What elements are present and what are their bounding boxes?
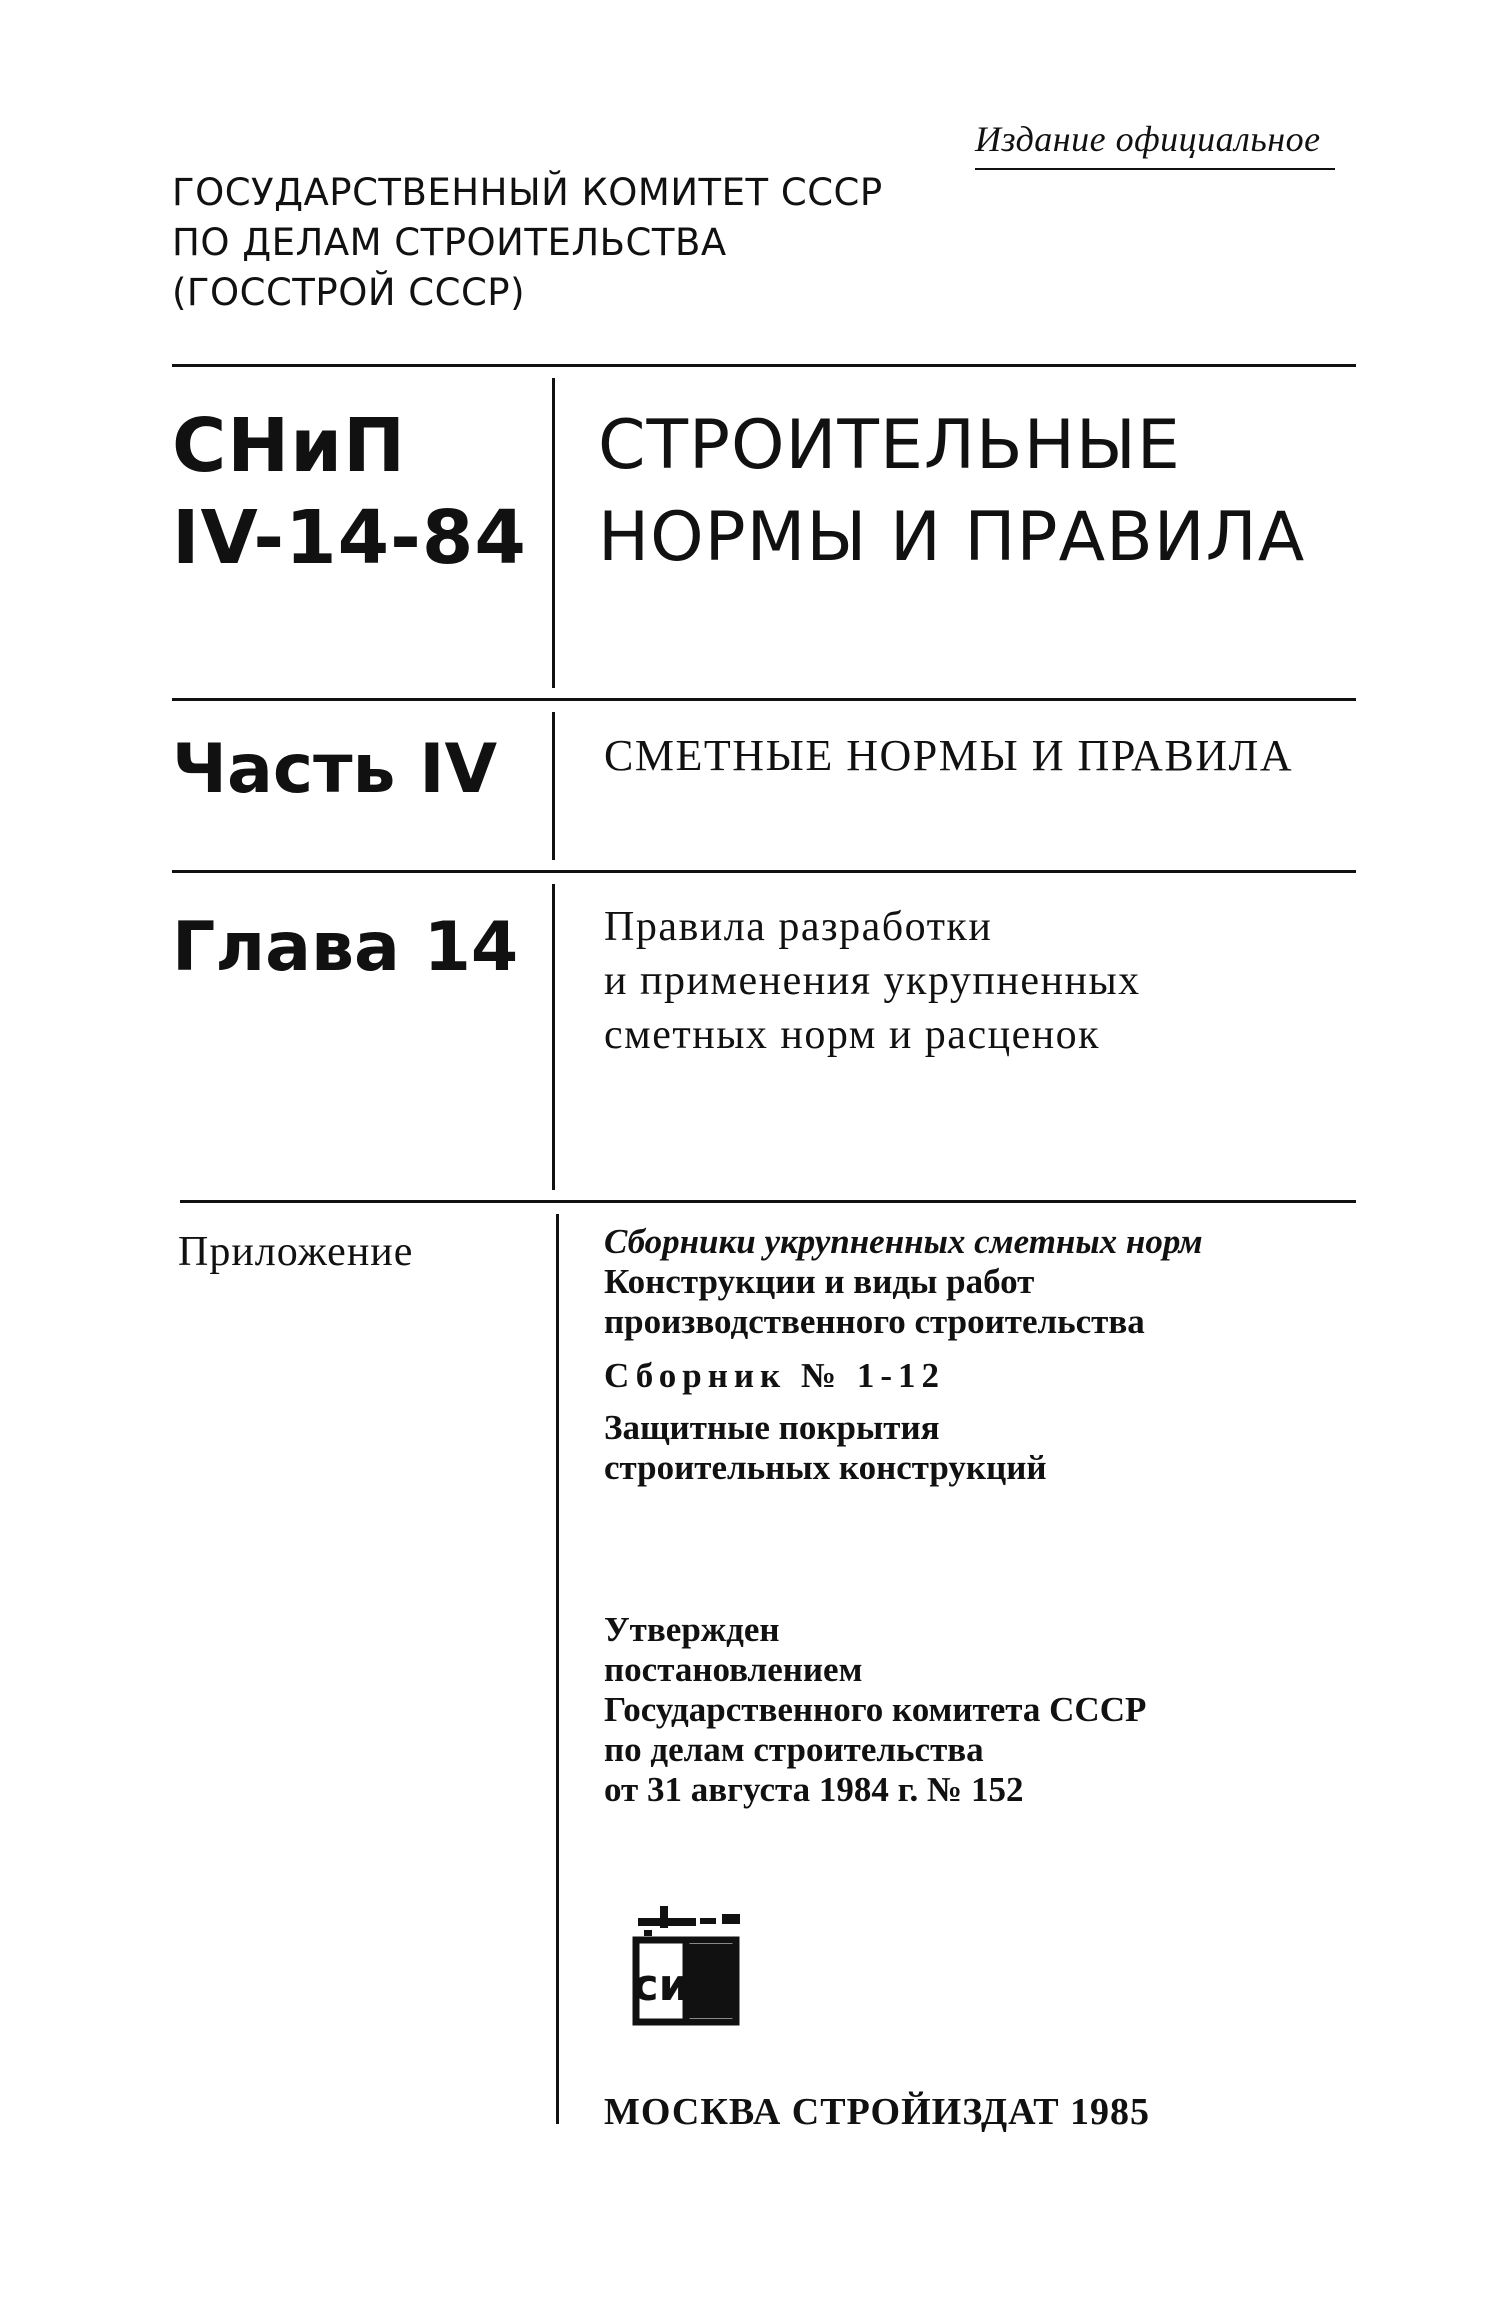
document-title-line: СТРОИТЕЛЬНЫЕ bbox=[598, 406, 1181, 485]
part-title: СМЕТНЫЕ НОРМЫ И ПРАВИЛА bbox=[604, 731, 1294, 780]
organization-block bbox=[172, 168, 883, 318]
logo-letter: си bbox=[632, 1960, 690, 2011]
organization-line: (ГОССТРОЙ СССР) bbox=[172, 271, 526, 314]
appendix-series-title: Сборники укрупненных сметных норм bbox=[604, 1222, 1203, 1261]
appendix-label: Приложение bbox=[178, 1229, 414, 1275]
organization-line: ПО ДЕЛАМ СТРОИТЕЛЬСТВА bbox=[172, 221, 727, 264]
stroyizdat-logo-icon bbox=[630, 1900, 750, 2030]
approval-line: постановлением bbox=[604, 1650, 863, 1689]
approval-line: Государственного комитета СССР bbox=[604, 1690, 1147, 1729]
column-divider bbox=[552, 712, 555, 860]
collection-number: Сборник № 1-12 bbox=[604, 1356, 946, 1395]
snip-code-line: IV-14-84 bbox=[172, 495, 527, 581]
column-divider bbox=[552, 884, 555, 1190]
collection-title-line: Защитные покрытия bbox=[604, 1408, 940, 1447]
column-divider bbox=[556, 1214, 559, 2124]
approval-line: Утвержден bbox=[604, 1610, 780, 1649]
approval-block bbox=[604, 1610, 1146, 1810]
document-title bbox=[598, 400, 1305, 584]
organization-line: ГОСУДАРСТВЕННЫЙ КОМИТЕТ СССР bbox=[172, 171, 883, 214]
appendix-subtitle-line: Конструкции и виды работ bbox=[604, 1262, 1035, 1301]
divider-chapter bbox=[172, 870, 1356, 873]
approval-line: по делам строительства bbox=[604, 1730, 984, 1769]
divider-top bbox=[172, 364, 1356, 367]
approval-line: от 31 августа 1984 г. № 152 bbox=[604, 1770, 1024, 1809]
column-divider bbox=[552, 378, 555, 688]
collection-title-line: строительных конструкций bbox=[604, 1448, 1047, 1487]
edition-note: Издание официальное bbox=[975, 118, 1335, 170]
chapter-label: Глава 14 bbox=[172, 908, 519, 987]
chapter-title-line: сметных норм и расценок bbox=[604, 1012, 1101, 1058]
publisher-line: МОСКВА СТРОЙИЗДАТ 1985 bbox=[604, 2091, 1151, 2133]
divider-appendix bbox=[180, 1200, 1356, 1203]
appendix-subtitle-line: производственного строительства bbox=[604, 1302, 1145, 1341]
chapter-title-line: и применения укрупненных bbox=[604, 958, 1141, 1004]
divider-part bbox=[172, 698, 1356, 701]
snip-code bbox=[172, 400, 527, 584]
chapter-title bbox=[604, 900, 1141, 1062]
document-title-line: НОРМЫ И ПРАВИЛА bbox=[598, 498, 1306, 577]
part-label: Часть IV bbox=[172, 730, 498, 809]
appendix-content bbox=[604, 1222, 1203, 1488]
chapter-title-line: Правила разработки bbox=[604, 904, 993, 950]
snip-code-line: СНиП bbox=[172, 403, 407, 489]
